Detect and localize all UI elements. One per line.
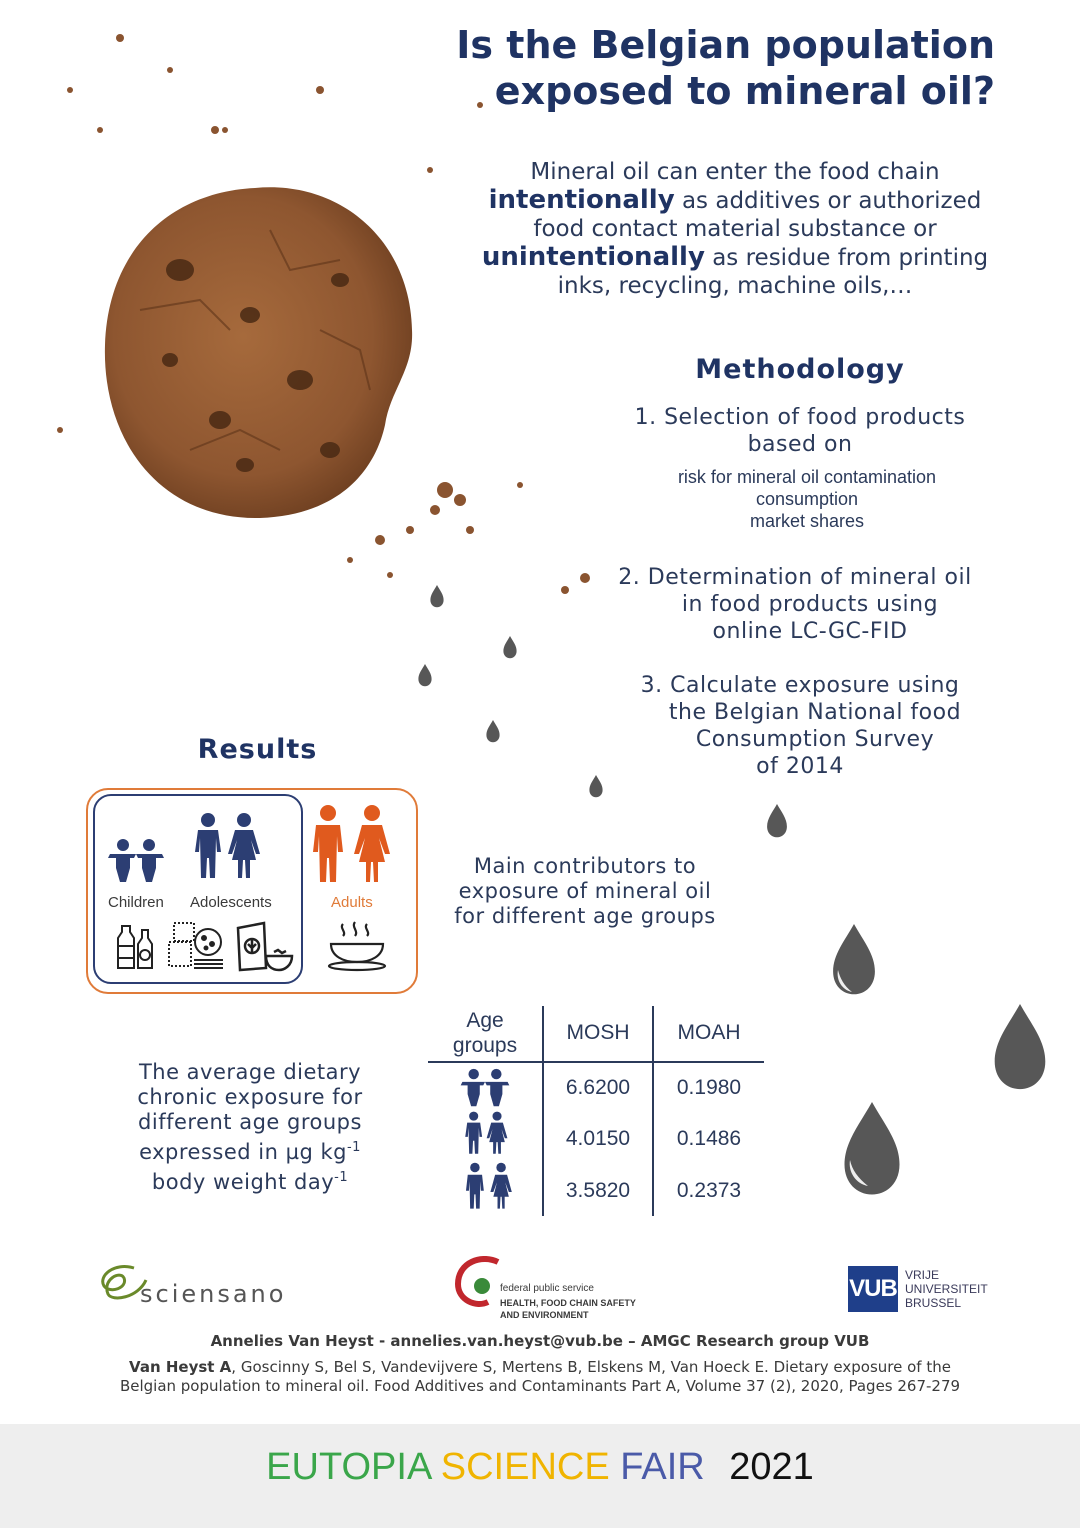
fair-word-fair: FAIR [620,1446,705,1488]
cell-mosh-adolescents: 4.0150 [565,1127,631,1150]
vub-line-1: VRIJE [905,1268,940,1282]
fair-word-eutopia: EUTOPIA [266,1446,431,1488]
criteria-item: market shares [749,511,865,531]
vub-logo-mark: VUB [848,1266,898,1312]
contributors-caption [440,854,730,929]
selection-criteria [607,466,1007,532]
step-3-line-1: 3. Calculate exposure using [640,673,960,698]
criteria-item: consumption [755,489,859,509]
intro-line-1: Mineral oil can enter the food chain [530,159,940,185]
adults-icon [308,804,392,884]
step-3-line-3: Consumption Survey [695,727,935,752]
group-label-adolescents: Adolescents [190,894,272,911]
cell-mosh-children: 6.6200 [565,1076,631,1099]
cell-moah-adolescents: 0.1486 [676,1127,742,1150]
adolescents-icon [462,1110,510,1156]
reference-citation [80,1358,1000,1396]
children-icon [106,838,166,884]
header-age-line-2: groups [452,1034,518,1057]
intro-line-2-rest: as additives or authorized [674,188,982,214]
children-icon [456,1068,514,1108]
exposure-sup-2: -1 [334,1170,349,1185]
step-2-line-1: 2. Determination of mineral oil [618,565,972,590]
exposure-line-4 [118,1135,382,1165]
author-contact: Annelies Van Heyst - annelies.van.heyst@vub.be – AMGC Research group VUB [210,1332,870,1350]
intro-line-2 [470,186,1000,215]
title-line-1: Is the Belgian population [456,23,995,67]
cell-mosh-adults: 3.5820 [565,1179,631,1202]
vub-line-3: BRUSSEL [905,1296,962,1310]
step-1-line-2: based on [747,432,853,457]
vub-logo-text [905,1268,988,1310]
fair-year: 2021 [729,1446,814,1488]
exposure-caption [118,1060,382,1195]
reference-lead-author: Van Heyst A [129,1358,232,1376]
contributors-line-3: for different age groups [454,904,716,928]
intro-line-4 [470,243,1000,272]
title-line-2: exposed to mineral oil? [494,69,995,113]
contributors-line-2: exposure of mineral oil [458,879,712,903]
sciensano-logo-text: sciensano [140,1280,287,1308]
fps-health-logo-text [500,1283,636,1321]
step-3-line-4: of 2014 [756,754,844,779]
methodology-step-2 [595,564,995,645]
table-header-age-groups [430,1008,540,1058]
table-divider [428,1061,764,1063]
adults-icon [463,1162,513,1210]
results-heading: Results [197,734,318,765]
page-title [420,22,995,114]
step-2-line-2: in food products using [681,592,939,617]
fair-word-science: SCIENCE [440,1446,610,1488]
soup-bowl-icon [325,920,389,972]
methodology-step-1 [600,404,1000,458]
fps-line-2: HEALTH, FOOD CHAIN SAFETY [500,1298,636,1308]
cereal-box-icon [234,920,296,974]
methodology-heading: Methodology [695,354,905,385]
methodology-step-3 [600,672,1000,780]
contributors-line-1: Main contributors to [473,854,697,878]
adolescents-icon [190,812,264,880]
step-2-line-3: online LC-GC-FID [712,619,908,644]
table-header-mosh: MOSH [566,1021,630,1044]
cell-moah-children: 0.1980 [676,1076,742,1099]
step-3-line-2: the Belgian National food [668,700,962,725]
fps-line-3: AND ENVIRONMENT [500,1310,589,1320]
exposure-line-4-text: expressed in µg kg [139,1140,347,1164]
exposure-line-3: different age groups [138,1110,362,1134]
eutopia-science-fair-logo [0,1446,1080,1489]
header-age-line-1: Age [466,1009,504,1032]
cell-moah-adults: 0.2373 [676,1179,742,1202]
intro-line-4-rest: as residue from printing [704,245,989,271]
step-1-line-1: 1. Selection of food products [634,405,966,430]
table-header-moah: MOAH [677,1021,741,1044]
intro-line-3: food contact material substance or [533,216,937,242]
bottles-icon [114,922,156,972]
exposure-line-5 [118,1165,382,1195]
reference-line-2: Belgian population to mineral oil. Food Additives and Contaminants Part A, Volume 37 (2), 2020, Pages 267-279 [119,1377,961,1395]
fps-line-1: federal public service [500,1283,594,1294]
group-label-children: Children [108,894,164,911]
intro-text [470,158,1000,300]
biscuits-icon [166,920,226,972]
reference-line-1-rest: , Goscinny S, Bel S, Vandevijvere S, Mertens B, Elskens M, Van Hoeck E. Dietary exposure of the [231,1358,951,1376]
intro-unintentionally: unintentionally [481,242,705,272]
cookie-image [40,30,640,630]
exposure-sup-1: -1 [346,1140,361,1155]
intro-intentionally: intentionally [488,185,675,215]
criteria-item: risk for mineral oil contamination [677,467,937,487]
vub-line-2: UNIVERSITEIT [905,1282,988,1296]
exposure-line-2: chronic exposure for [137,1085,363,1109]
exposure-line-5-text: body weight day [151,1170,335,1194]
reference-line-1 [80,1358,1000,1377]
intro-line-5: inks, recycling, machine oils,… [557,273,913,299]
group-label-adults: Adults [331,894,373,911]
exposure-line-1: The average dietary [138,1060,362,1084]
